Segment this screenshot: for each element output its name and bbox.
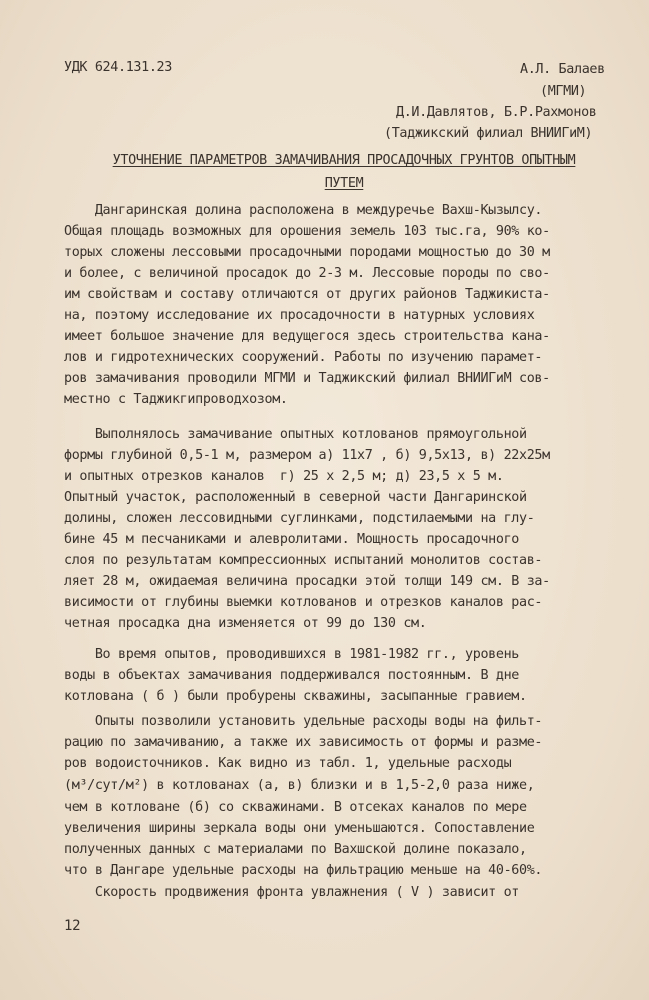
body-line: (м³/сут/м²) в котлованах (а, в) близки и в 1,5-2,0 раза ниже, bbox=[64, 778, 535, 793]
body-line: местно с Таджикгипроводхозом. bbox=[64, 392, 288, 407]
body-line: и более, с величиной просадок до 2-3 м. Лессовые породы по сво- bbox=[64, 266, 550, 281]
paper-title-line-2: ПУТЕМ bbox=[324, 176, 364, 191]
body-line: лов и гидротехнических сооружений. Работы по изучению парамет- bbox=[64, 350, 543, 365]
body-line: Дангаринская долина расположена в междуречье Вахш-Кызылсу. bbox=[64, 203, 543, 218]
paper-title-line-1: УТОЧНЕНИЕ ПАРАМЕТРОВ ЗАМАЧИВАНИЯ ПРОСАДОЧНЫХ ГРУНТОВ ОПЫТНЫМ bbox=[112, 153, 576, 168]
body-line: Опытный участок, расположенный в северной части Дангаринской bbox=[64, 490, 527, 505]
body-line: имеет большое значение для ведущегося здесь строительства кана- bbox=[64, 329, 550, 344]
body-line: ляет 28 м, ожидаемая величина просадки этой толщи 149 см. В за- bbox=[64, 574, 550, 589]
body-line: рацию по замачиванию, а также их зависимость от формы и разме- bbox=[64, 735, 543, 750]
body-line: котлована ( б ) были пробурены скважины, засыпанные гравием. bbox=[64, 689, 527, 704]
body-line: воды в объектах замачивания поддерживался постоянным. В дне bbox=[64, 668, 519, 683]
body-line: формы глубиной 0,5-1 м, размером а) 11х7 , б) 9,5х13, в) 22х25м bbox=[64, 448, 550, 463]
body-line: Во время опытов, проводившихся в 1981-1982 гг., уровень bbox=[64, 647, 519, 662]
body-line: увеличения ширины зеркала воды они уменьшаются. Сопоставление bbox=[64, 821, 535, 836]
body-line: висимости от глубины выемки котлованов и отрезков каналов рас- bbox=[64, 595, 543, 610]
page-number: 12 bbox=[64, 918, 81, 934]
body-line: ров водоисточников. Как видно из табл. 1, удельные расходы bbox=[64, 756, 512, 771]
udk-code: УДК 624.131.23 bbox=[64, 60, 172, 75]
body-line: Выполнялось замачивание опытных котлованов прямоугольной bbox=[64, 427, 527, 442]
body-line: четная просадка дна изменяется от 99 до 130 см. bbox=[64, 616, 427, 631]
author-balaev: А.Л. Балаев bbox=[520, 62, 605, 77]
body-line: чем в котловане (б) со скважинами. В отсеках каналов по мере bbox=[64, 800, 527, 815]
body-line: полученных данных с материалами по Вахшской долине показало, bbox=[64, 842, 527, 857]
body-line: слоя по результатам компрессионных испытаний монолитов состав- bbox=[64, 553, 543, 568]
body-line: им свойствам и составу отличаются от других районов Таджикиста- bbox=[64, 287, 550, 302]
body-line: и опытных отрезков каналов г) 25 х 2,5 м; д) 23,5 х 5 м. bbox=[64, 469, 504, 484]
body-line: Общая площадь возможных для орошения земель 103 тыс.га, 90% ко- bbox=[64, 224, 550, 239]
author-davlyatov-rakhmonov: Д.И.Давлятов, Б.Р.Рахмонов bbox=[396, 105, 597, 120]
body-line: бине 45 м песчаниками и алевролитами. Мощность просадочного bbox=[64, 532, 519, 547]
affiliation-mgmi: (МГМИ) bbox=[540, 84, 587, 99]
body-line: Скорость продвижения фронта увлажнения ( V ) зависит от bbox=[64, 885, 519, 900]
body-line: что в Дангаре удельные расходы на фильтрацию меньше на 40-60%. bbox=[64, 863, 543, 878]
body-line: ров замачивания проводили МГМИ и Таджикский филиал ВНИИГиМ сов- bbox=[64, 371, 550, 386]
body-line: долины, сложен лессовидными суглинками, подстилаемыми на глу- bbox=[64, 511, 535, 526]
affiliation-tajik-branch: (Таджикский филиал ВНИИГиМ) bbox=[384, 126, 593, 141]
body-line: Опыты позволили установить удельные расходы воды на фильт- bbox=[64, 714, 543, 729]
body-line: торых сложены лессовыми просадочными породами мощностью до 30 м bbox=[64, 245, 550, 260]
body-line: на, поэтому исследование их просадочности в натурных условиях bbox=[64, 308, 535, 323]
